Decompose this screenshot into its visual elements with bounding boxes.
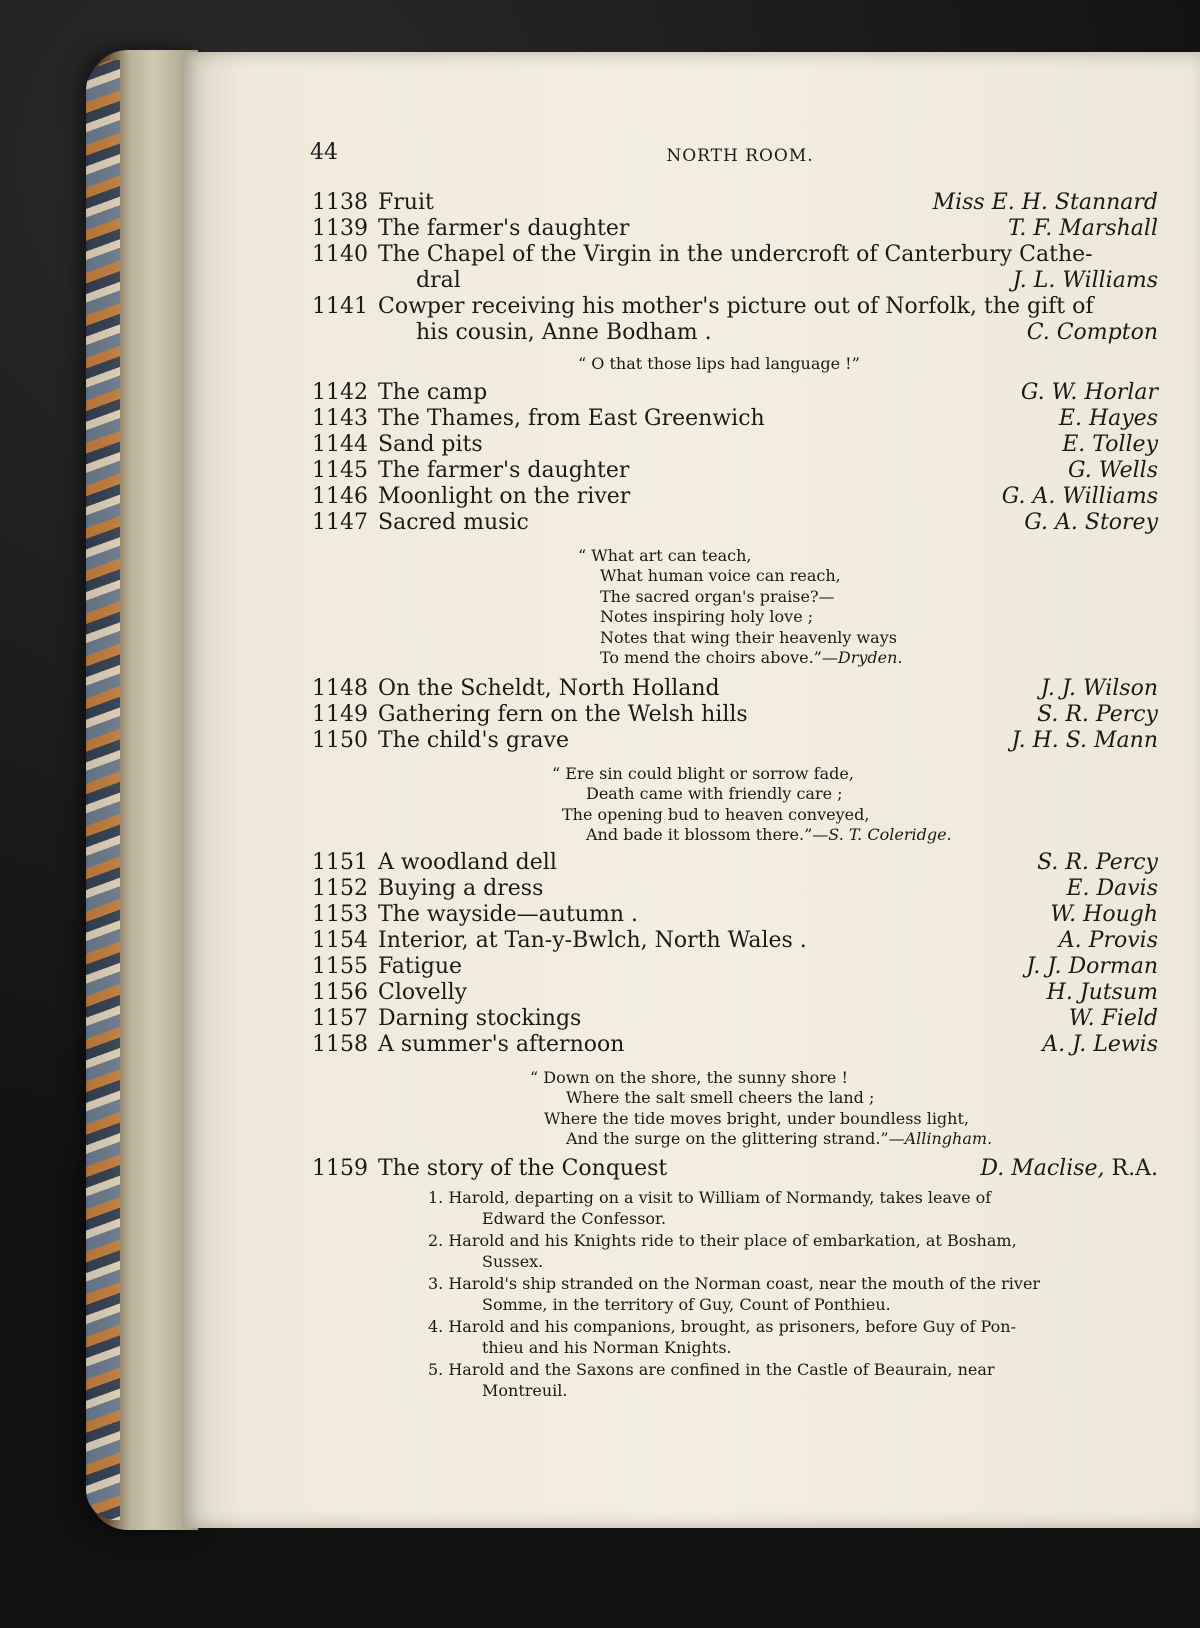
entry-number: 1156: [312, 980, 368, 1005]
entry-title: The Thames, from East Greenwich: [378, 406, 765, 431]
entry-title: The story of the Conquest: [378, 1156, 668, 1181]
entry-title: The farmer's daughter: [378, 216, 630, 241]
quote-line: And bade it blossom there.”—S. T. Coleridge.: [586, 825, 952, 844]
entry-title: A woodland dell: [378, 850, 557, 875]
entry-artist: S. R. Percy: [1037, 702, 1158, 727]
quote-author: S. T. Coleridge.: [828, 825, 952, 844]
entry-artist: G. W. Horlar: [1020, 380, 1158, 405]
catalogue-entry: [312, 190, 1158, 214]
entry-artist: E. Davis: [1066, 876, 1158, 901]
catalogue-entry: [312, 728, 1158, 752]
entry-title: Moonlight on the river: [378, 484, 631, 509]
conquest-part-line: Somme, in the territory of Guy, Count of Ponthieu.: [482, 1295, 891, 1314]
entry-number: 1146: [312, 484, 368, 509]
quote-1141: “ O that those lips had language !”: [578, 354, 860, 373]
page-number: 44: [310, 140, 338, 165]
quote-line: “ Down on the shore, the sunny shore !: [530, 1068, 848, 1087]
entry-artist: G. A. Storey: [1024, 510, 1158, 535]
entry-title: The farmer's daughter: [378, 458, 630, 483]
conquest-part-line: 5. Harold and the Saxons are confined in the Castle of Beaurain, near: [428, 1360, 995, 1379]
quote-line: Where the salt smell cheers the land ;: [566, 1088, 875, 1107]
entry-title: Cowper receiving his mother's picture out of Norfolk, the gift of: [378, 294, 1094, 319]
entry-number: 1148: [312, 676, 368, 701]
quote-line: Death came with friendly care ;: [586, 784, 843, 803]
catalogue-entry: [312, 510, 1158, 534]
entry-artist: W. Field: [1068, 1006, 1158, 1031]
entry-artist: H. Jutsum: [1046, 980, 1158, 1005]
catalogue-entry: [312, 928, 1158, 952]
running-head: NORTH ROOM.: [666, 146, 814, 166]
entry-number: 1151: [312, 850, 368, 875]
entry-artist: C. Compton: [1026, 320, 1158, 345]
entry-title: Fruit: [378, 190, 434, 215]
entry-title: Interior, at Tan-y-Bwlch, North Wales .: [378, 928, 807, 953]
entry-title: Fatigue: [378, 954, 463, 979]
catalogue-entry: [312, 1006, 1158, 1030]
catalogue-entry: [312, 1156, 1158, 1180]
catalogue-entry: [312, 1032, 1158, 1056]
entry-artist: A. Provis: [1058, 928, 1158, 953]
entry-title: The camp: [378, 380, 488, 405]
entry-title-continued: dral: [416, 268, 461, 293]
conquest-part-line: 3. Harold's ship stranded on the Norman coast, near the mouth of the river: [428, 1274, 1041, 1293]
entry-title: Buying a dress: [378, 876, 544, 901]
catalogue-entry: [312, 216, 1158, 240]
quote-author: Allingham.: [904, 1129, 993, 1148]
entry-artist: S. R. Percy: [1037, 850, 1158, 875]
entry-number: 1142: [312, 380, 368, 405]
entry-number: 1150: [312, 728, 368, 753]
quote-line: “ Ere sin could blight or sorrow fade,: [552, 764, 854, 783]
conquest-part-line: thieu and his Norman Knights.: [482, 1338, 732, 1357]
entry-number: 1152: [312, 876, 368, 901]
quote-line: The sacred organ's praise?—: [600, 587, 835, 606]
entry-title: Clovelly: [378, 980, 468, 1005]
entry-number: 1158: [312, 1032, 368, 1057]
entry-number: 1139: [312, 216, 368, 241]
entry-title: The child's grave: [378, 728, 569, 753]
entry-title: The wayside—autumn .: [378, 902, 638, 927]
entry-title-continued: his cousin, Anne Bodham .: [416, 320, 712, 345]
conquest-part-line: Edward the Confessor.: [482, 1209, 667, 1228]
entry-number: 1143: [312, 406, 368, 431]
entry-artist: G. A. Williams: [1001, 484, 1158, 509]
entry-title: Darning stockings: [378, 1006, 582, 1031]
entry-artist: J. J. Wilson: [1040, 676, 1158, 701]
catalogue-entry-continued: [312, 320, 1158, 344]
catalogue-entry: [312, 242, 1158, 266]
conquest-part-line: Montreuil.: [482, 1381, 568, 1400]
entry-artist: A. J. Lewis: [1042, 1032, 1158, 1057]
catalogue-entry: [312, 294, 1158, 318]
entry-artist: D. Maclise, R.A.: [980, 1156, 1158, 1181]
conquest-part-line: 1. Harold, departing on a visit to William of Normandy, takes leave of: [428, 1188, 992, 1207]
entry-number: 1145: [312, 458, 368, 483]
entry-artist: J. L. Williams: [1012, 268, 1158, 293]
entry-artist: G. Wells: [1068, 458, 1158, 483]
quote-line: Notes inspiring holy love ;: [600, 607, 814, 626]
entry-number: 1144: [312, 432, 368, 457]
entry-artist: J. H. S. Mann: [1011, 728, 1158, 753]
entry-number: 1140: [312, 242, 368, 267]
catalogue-entry-continued: [312, 268, 1158, 292]
quote-line: Where the tide moves bright, under boundless light,: [544, 1109, 969, 1128]
entry-title: Sand pits: [378, 432, 483, 457]
entry-number: 1153: [312, 902, 368, 927]
entry-title: On the Scheldt, North Holland: [378, 676, 720, 701]
artist-suffix: R.A.: [1111, 1156, 1158, 1181]
entry-artist: J. J. Dorman: [1026, 954, 1158, 979]
entry-number: 1141: [312, 294, 368, 319]
entry-title: The Chapel of the Virgin in the undercroft of Canterbury Cathe-: [378, 242, 1093, 267]
catalogue-entry: [312, 702, 1158, 726]
conquest-part-line: 2. Harold and his Knights ride to their place of embarkation, at Bosham,: [428, 1231, 1017, 1250]
quote-line: Notes that wing their heavenly ways: [600, 628, 897, 647]
entry-number: 1154: [312, 928, 368, 953]
entry-number: 1138: [312, 190, 368, 215]
entry-number: 1147: [312, 510, 368, 535]
catalogue-entry: [312, 406, 1158, 430]
catalogue-entry: [312, 850, 1158, 874]
entry-artist: E. Tolley: [1062, 432, 1158, 457]
quote-line: To mend the choirs above.”—Dryden.: [600, 648, 903, 667]
catalogue-entry: [312, 458, 1158, 482]
marbled-edge: [86, 60, 120, 1520]
catalogue-entry: [312, 980, 1158, 1004]
catalogue-entry: [312, 380, 1158, 404]
entry-artist: T. F. Marshall: [1007, 216, 1158, 241]
catalogue-entry: [312, 432, 1158, 456]
entry-number: 1159: [312, 1156, 368, 1181]
entry-number: 1149: [312, 702, 368, 727]
conquest-part-line: Sussex.: [482, 1252, 544, 1271]
entry-artist: E. Hayes: [1058, 406, 1158, 431]
catalogue-entry: [312, 676, 1158, 700]
entry-number: 1157: [312, 1006, 368, 1031]
catalogue-entry: [312, 876, 1158, 900]
quote-line: The opening bud to heaven conveyed,: [562, 805, 870, 824]
entry-title: Sacred music: [378, 510, 529, 535]
entry-artist: Miss E. H. Stannard: [932, 190, 1158, 215]
entry-artist: W. Hough: [1050, 902, 1158, 927]
entry-number: 1155: [312, 954, 368, 979]
quote-line: What human voice can reach,: [600, 566, 841, 585]
quote-line: And the surge on the glittering strand.”—Allingham.: [566, 1129, 993, 1148]
entry-title: Gathering fern on the Welsh hills: [378, 702, 748, 727]
quote-author: Dryden.: [837, 648, 903, 667]
entry-title: A summer's afternoon: [378, 1032, 625, 1057]
catalogue-entry: [312, 902, 1158, 926]
catalogue-entry: [312, 484, 1158, 508]
catalogue-entry: [312, 954, 1158, 978]
quote-line: “ What art can teach,: [578, 546, 752, 565]
conquest-part-line: 4. Harold and his companions, brought, as prisoners, before Guy of Pon-: [428, 1317, 1016, 1336]
